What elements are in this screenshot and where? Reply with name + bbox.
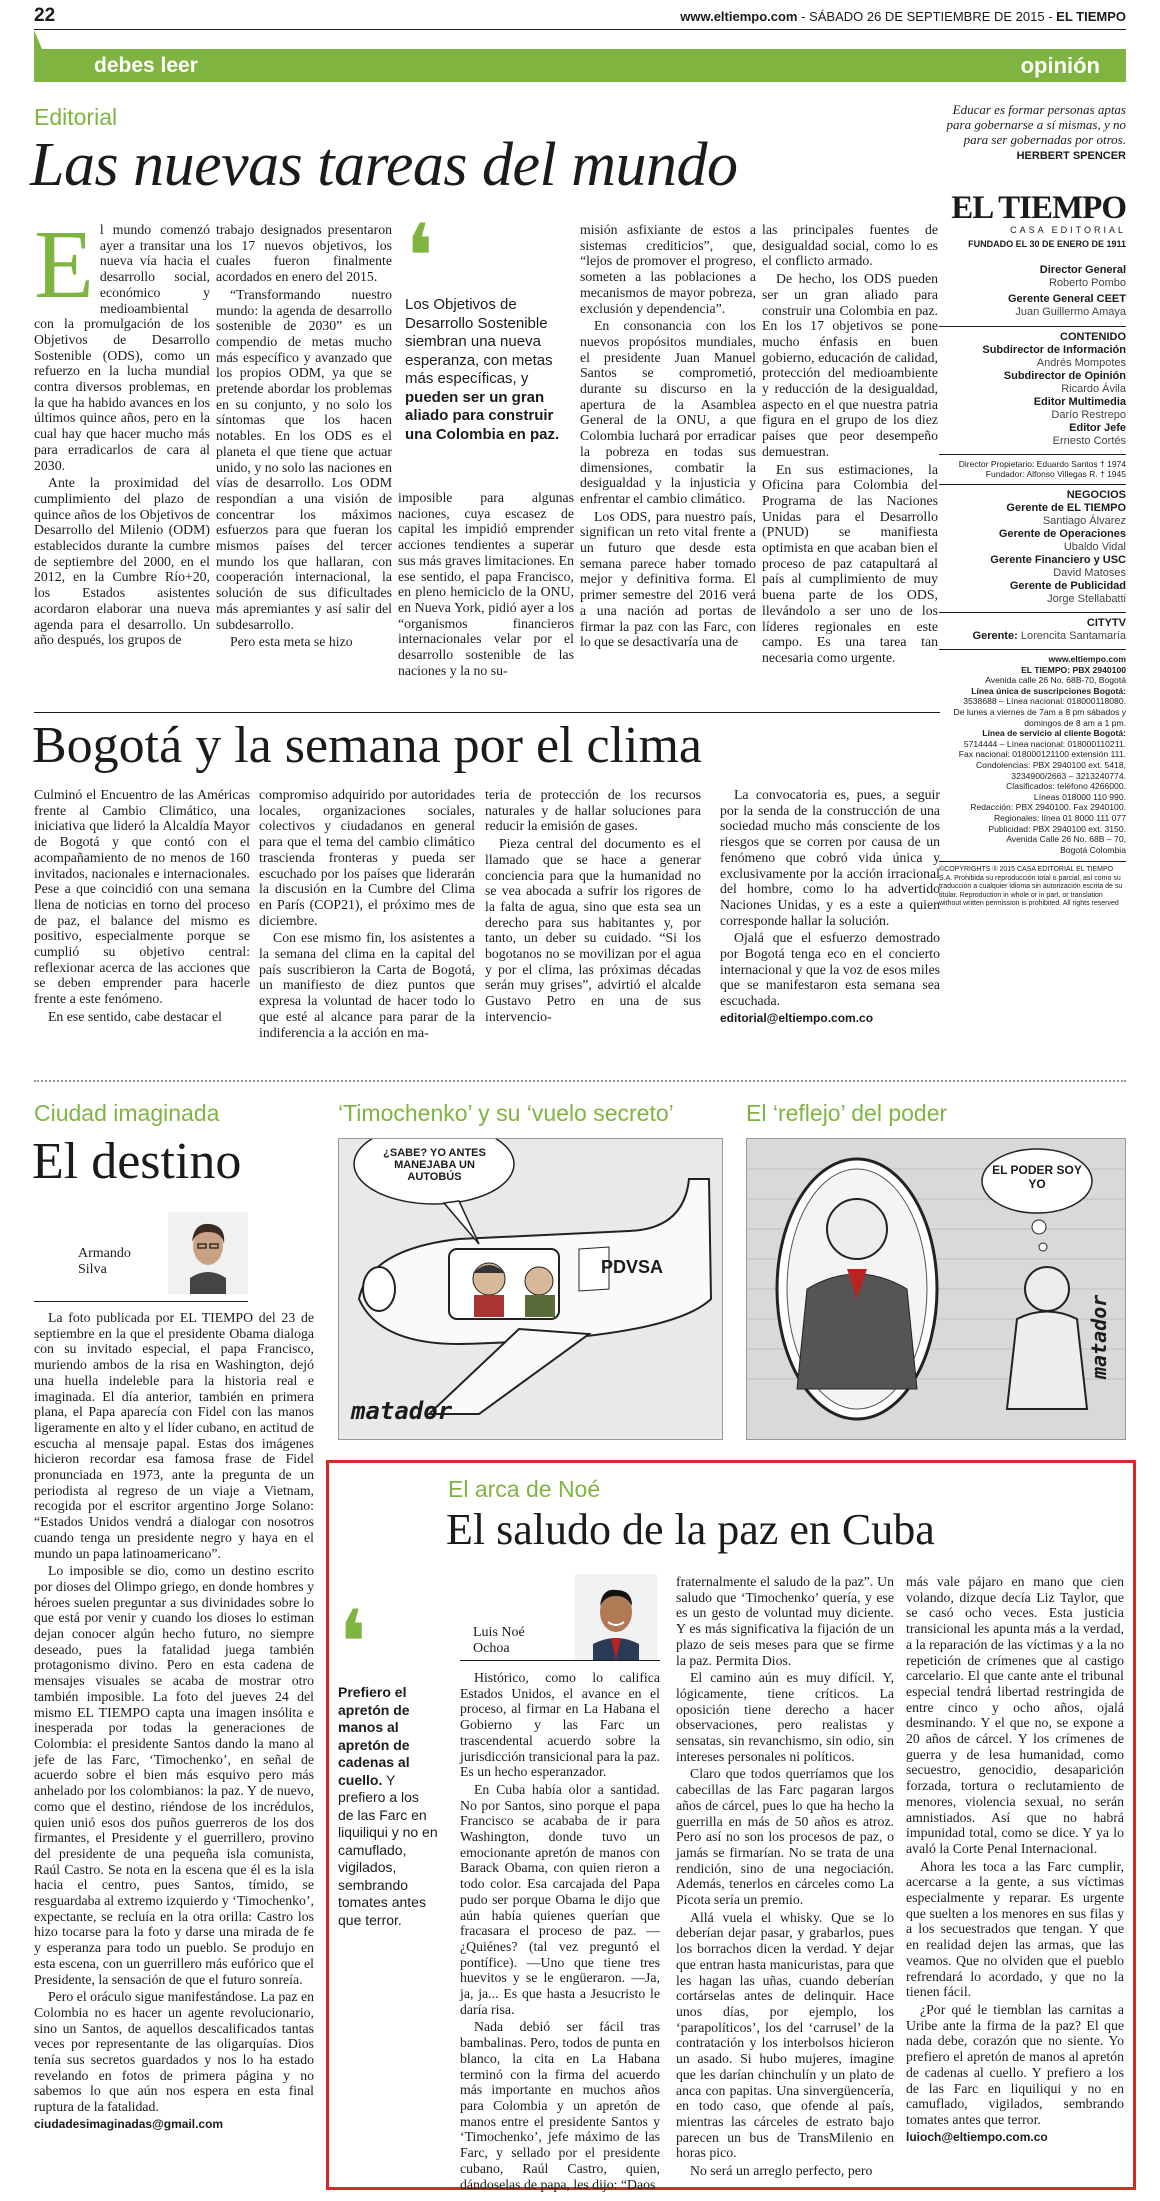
section-opinion[interactable]: opinión xyxy=(1020,53,1100,78)
pullquote-bold: pueden ser un gran aliado para construir una Colombia en paz. xyxy=(405,388,560,443)
negocios-name: David Matoses xyxy=(1053,567,1126,579)
noe-pullquote xyxy=(338,1595,438,1929)
cartoon1-signature: matador xyxy=(351,1397,453,1425)
clima-p: compromiso adquirido por autoridades locales, organizaciones sociales, colectivos y ciudadanos en general para que el tema del cambio climático trascienda fronteras y pueda ser escuchado por los países que liderarán la discusión en la Cumbre del Clima en París (COP21), el próximo mes de diciembre. xyxy=(259,787,475,928)
noe-p: ¿Por qué le tiemblan las carnitas a Uribe ante la firma de la paz? El que nada debe, corazón que no siente. Yo prefiero el apretón de manos al apretón de cadenas al cuello. Y prefiero a los de las Farc en liquiliqui y no en camuflado, vigilados, sembrando tomates antes que terror. xyxy=(906,2001,1124,2127)
noe-quote-mark-icon: ❛ xyxy=(338,1595,368,1694)
noe-author-first: Luis Noé xyxy=(473,1625,525,1640)
editorial-col5 xyxy=(762,222,938,668)
negocios-name: Santiago Álvarez xyxy=(1042,515,1126,527)
contact-line: Avenida Calle 26 No. 68B – 70, xyxy=(1006,834,1126,845)
contact-line: Línea única de suscripciones Bogotá: xyxy=(971,685,1126,696)
noe-pull-bold: Prefiero el apretón de manos al apretón de cadenas al cuello. xyxy=(338,1684,410,1788)
noe-author-avatar xyxy=(575,1574,657,1660)
contact-line: Regionales: línea 01 8000 111 077 xyxy=(993,812,1126,823)
contenido-name: Darío Restrepo xyxy=(1051,409,1126,421)
clima-p: En ese sentido, cabe destacar el xyxy=(48,1008,222,1024)
destino-author-first: Armando xyxy=(78,1246,131,1261)
editorial-p2: Ante la proximidad del cumplimiento del plazo de quince años de los Objetivos de Desarrollo del Milenio (ODM) establecidos durante la cumbre de septiembre del 2000, en el 2012, en la Cumbre Río+20, los Estados asistentes acordaron elaborar una nueva agenda para el desarrollo. Un año después, los grupos de xyxy=(34,475,210,648)
negocios-role: Gerente de EL TIEMPO xyxy=(1006,502,1126,514)
sidebar-masthead xyxy=(939,190,1126,249)
destino-email[interactable]: ciudadesimaginadas@gmail.com xyxy=(34,2116,224,2131)
noe-p: Ahora les toca a las Farc cumplir, acercarse a la gente, a sus víctimas especialmente y reparar. Es urgente que suelten a los menores en sus filas y a los secuestrados que tengan. Y que en realidad dejen las armas, que las veamos. Que no olviden que el pueblo refrendará lo acordado, y que no la tienen fácil. xyxy=(906,1858,1124,2000)
contact-line: Bogotá Colombia xyxy=(1060,844,1126,855)
contact-line: Condolencias: PBX 2940100 ext. 5418, xyxy=(975,759,1126,770)
destino-author-avatar xyxy=(168,1212,248,1294)
noe-email[interactable]: luioch@eltiempo.com.co xyxy=(906,2129,1048,2144)
copyright: ©COPYRIGHTS ® 2015 CASA EDITORIAL EL TIEMPO S.A. Prohibida su reproducción total o parcial, así como su traducción a cualquier idioma sin autorización escrita de su titular. Reproduction in whole or in part, or translation without written permission is prohibited. All rights reserved xyxy=(939,866,1123,908)
section-divider xyxy=(34,1080,1126,1082)
sidebar-staff xyxy=(939,264,1126,909)
clima-p: La convocatoria es, pues, a seguir por la senda de la construcción de una sociedad mucho más consciente de los riesgos que se corren por causa de un fenómeno que cobró vida única y exclusivamente por la acción irracional del hombre, como lo ha advertido Naciones Unidas, y es a este a quien corresponde hallar la solución. xyxy=(720,787,940,928)
clima-col4 xyxy=(720,787,940,1029)
cartoon1-bubble: ¿SABE? YO ANTES MANEJABA UN AUTOBÚS xyxy=(383,1147,486,1183)
destino-p: La foto publicada por EL TIEMPO del 23 de septiembre en la que el presidente Obama dialoga con su invitado especial, el papa Francisco, muriendo ambos de la risa en Washington, dejó una huella indeleble para la historia real e imaginada. El día anterior, también en primera plana, el Papa aparecía con Fidel con las manos ligeramente en alto y el líder cubano, en actitud de escucha al mensaje papal. Estas dos imágenes hicieron recordar esa famosa frase de Fidel pronunciada en 1973, ante la pregunta de un periodista al regreso de un viaje a Vietnam, recogida por el escritor argentino Jorge Solano: “Estados Unidos vendrá a dialogar con nosotros cuando tenga un presidente negro y haya en el mundo un papa latinoamericano”. xyxy=(34,1310,314,1561)
citytv-role: Gerente: xyxy=(972,630,1018,642)
contact-line: domingos de 8 am a 1 pm. xyxy=(1024,717,1126,728)
editorial-col5-p1: las principales fuentes de desigualdad social, como lo es el conflicto armado. xyxy=(762,222,938,269)
destino-rule xyxy=(34,1301,248,1302)
section-debes-leer[interactable]: debes leer xyxy=(94,54,198,77)
contact-line: 3538688 – Línea nacional: 018000118080. xyxy=(963,696,1126,707)
clima-p: Pieza central del documento es el llamado que se hace a generar conciencia para que la humanidad no se vea abocada a sufrir los rigores de la falta de agua, sino que esta sea un derecho para sus habitantes y, por tanto, un deber su cuidado. “Si los bogotanos no se movilizan por el agua y por el clima, las próximas décadas serán muy grises”, advirtió el alcalde Gustavo Petro en una de sus intervencio- xyxy=(485,836,701,1024)
destino-body xyxy=(34,1310,314,2135)
contenido-role: Editor Multimedia xyxy=(1033,396,1126,408)
dropcap: E xyxy=(34,211,94,319)
header-date: SÁBADO 26 DE SEPTIEMBRE DE 2015 xyxy=(809,9,1045,24)
staff-role: Gerente General CEET xyxy=(1008,293,1126,305)
noe-pull-rest: Y prefiero a los de las Farc en liquiliqui y no en camuflado, vigilados, sembrando tomates antes que terror. xyxy=(338,1771,438,1928)
staff-role: Director General xyxy=(1039,264,1126,276)
contact-line: 5714444 – Línea nacional: 018000110211. xyxy=(963,738,1126,749)
cartoon1-drawing xyxy=(339,1139,723,1440)
contact-line: Redacción: PBX 2940100. Fax 2940100. xyxy=(970,802,1126,813)
destino-author-photo xyxy=(168,1212,248,1294)
pullquote-text: Los Objetivos de Desarrollo Sostenible siembran una nueva esperanza, con metas más específicas, y xyxy=(405,296,553,387)
destino-author-last: Silva xyxy=(78,1262,107,1277)
editorial-headline: Las nuevas tareas del mundo xyxy=(30,131,738,199)
cartoon1-title: ‘Timochenko’ y su ‘vuelo secreto’ xyxy=(338,1100,674,1126)
contenido-title: CONTENIDO xyxy=(1060,331,1126,343)
destino-p: Lo imposible se dio, como un destino escrito por dioses del Olimpo griego, en donde hombres y héroes suelen preguntar a sus divinidades sobre lo que está por venir y cuando los dioses lo estiman dejan conocer algún hecho futuro, no siempre deseado, pues la fatalidad juega también protagonismo divino. Pero en esta cadena de mensajes visuales se acaba de mostrar otro también imposible. La foto del jueves 24 del mismo EL TIEMPO capta una imagen insólita e inesperada por todas la generaciones de Colombia: el presidente Santos dando la mano al jefe de las Farc, ‘Timochenko’, en señal de acuerdo sobre el bien más esquivo pero más anhelado por los colombianos: la paz. Y de nuevo, como que el destino, riéndose de los incrédulos, quien unió esos dos puños guerreros de los dos firmantes, el Presidente y el guerrillero, provino del presidente de una pequeña isla comunista, Raúl Castro. Se nota en la escena que él es la isla hacia el centro, pues Santos, tímido, se resguardaba al extremo izquierdo y ‘Timochenko’, expectante, se recluía en la otra orilla: Castro los hizo tocarse para la foto y darse una mirada de fe y esperanza para todo un pueblo. Se produjo en esta escena, con un guerrillero más eufórico que el Presidente, la sensación de que el futuro sonreía. xyxy=(34,1563,314,1987)
negocios-name: Ubaldo Vidal xyxy=(1063,541,1126,553)
contenido-name: Ernesto Cortés xyxy=(1052,435,1126,447)
noe-p: más vale pájaro en mano que cien volando, dizque decía Liz Taylor, que se casó ocho veces. Esta justicia transicional les apunta más a la verdad, a la reparación de las víctimas y a la no repetición de crímenes que al castigo carcelario. El que cante ante el tribunal especial tendrá libertad restringida de entre cinco y ocho años, ojalá desminando. Y el que no, se expone a 20 años de cárcel. Y los crímenes de guerra y de lesa humanidad, como secuestro, genocidio, desaparición forzada, tortura o reclutamiento de menores, violencia sexual, no serán amnistiados. Así que no habrá impunidad total, como se dice. Y ya lo avaló la Corte Penal Internacional. xyxy=(906,1574,1124,1856)
clima-email[interactable]: editorial@eltiempo.com.co xyxy=(720,1010,874,1025)
clima-col3 xyxy=(485,787,701,1027)
clima-p: Con ese mismo fin, los asistentes a la semana del clima en la capital del país suscribieron la Carta de Bogotá, un manifiesto de diez puntos que expresa la voluntad de hacer todo lo que esté al alcance para parar de la indiferencia a la acción en ma- xyxy=(259,930,475,1040)
clima-rule xyxy=(34,712,940,713)
staff-name: Roberto Pombo xyxy=(1048,277,1126,289)
clima-headline: Bogotá y la semana por el clima xyxy=(32,717,703,774)
destino-kicker: Ciudad imaginada xyxy=(34,1100,220,1126)
contenido-name: Ricardo Ávila xyxy=(1061,383,1126,395)
editorial-col5-p3: En sus estimaciones, la Oficina para Colombia del Programa de las Naciones Unidas para el Desarrollo (PNUD) se manifiesta optimista en que acaban bien el proceso de paz catapultará al país al cumplimiento de muy buena parte de los ODS, llevándolo a ser uno de los líderes regionales en este campo. Es una tarea tan necesaria como urgente. xyxy=(762,461,938,665)
noe-col1 xyxy=(460,1670,660,2194)
editorial-p1: l mundo comenzó ayer a transitar una nueva vía hacia el desarrollo social, económico y medioambiental con la promulgación de los Objetivos de Desarrollo Sostenible (ODS), como un refuerzo en la lucha mundial contra diversos problemas, en la que ha habido avances en los últimos quince años, pero en la cual hay que hacer mucho más para erradicarlos de cara al 2030. xyxy=(34,222,210,473)
editorial-col3-p1: imposible para algunas naciones, cuya escasez de capital les impidió emprender acciones tendientes a superar sus más graves limitaciones. En ese sentido, el papa Francisco, en pleno hemiciclo de la ONU, en Nueva York, pidió ayer a los “organismos financieros internacionales velar por el desarrollo sostenible de las naciones y la no su- xyxy=(398,490,574,678)
destino-headline: El destino xyxy=(32,1133,242,1190)
cartoon2-signature: matador xyxy=(1087,1294,1111,1379)
clima-col1 xyxy=(34,787,250,1027)
clima-p: Culminó el Encuentro de las Américas frente al Cambio Climático, una iniciativa que lideró la Alcaldía Mayor de Bogotá y que contó con el acompañamiento de no menos de 160 invitados, nacionales e internacionales. Pese a que coincidió con una semana llena de noticias en torno del proceso de paz, el balance del mismo es positivo, especialmente porque se cumplió su objetivo central: reflexionar acerca de las acciones que se deben emprender para hacerle frente a este fenómeno. xyxy=(34,787,250,1007)
contact-line: 3234900/2663 – 3213240774. xyxy=(1011,770,1126,781)
editorial-pullquote xyxy=(405,209,575,444)
noe-author-photo xyxy=(575,1574,657,1660)
sidebar-quote xyxy=(939,102,1126,164)
quote-mark-icon: ❛ xyxy=(405,209,435,308)
destino-author xyxy=(78,1246,131,1278)
negocios-role: Gerente Financiero y USC xyxy=(990,554,1126,566)
noe-p: El camino aún es muy difícil. Y, lógicamente, tiene críticos. La oposición tiene derecho a hacer observaciones, pero realistas y sensatas, sin revanchismo, sin odio, sin intereses personales ni políticos. xyxy=(676,1670,894,1764)
masthead-casa: CASA EDITORIAL xyxy=(1010,225,1126,235)
noe-p: En Cuba había olor a santidad. No por Santos, sino porque el papa Francisco se acababa de ir para Washington, donde tuvo un emocionante apretón de manos con Barack Obama, con quien rieron a todo color. Esa carcajada del Papa pudo ser porque Obama le dijo que aún había quienes querían que fracasara el proceso de paz. —¿Quiénes? (tal vez preguntó el pontífice). —Uno que tiene tres huevitos y se le engüeraron. —Ja, ja, ja... Es que hasta a Jesucristo le daría risa. xyxy=(460,1781,660,2017)
noe-p: No será un arreglo perfecto, pero xyxy=(690,2163,873,2179)
noe-p: Claro que todos querríamos que los cabecillas de las Farc pagaran largos años de cárcel, pues lo que ha hecho la guerrilla en más de 50 años es atroz. Pero así no son los procesos de paz, o jamás se firmarían. No se trata de una rendición, sino de una negociación. Además, tenerlos en cárceles como La Picota sería un premio. xyxy=(676,1766,894,1908)
editorial-col2-p3: Pero esta meta se hizo xyxy=(230,634,353,650)
noe-author-last: Ochoa xyxy=(473,1641,510,1656)
noe-p: fraternalmente el saludo de la paz”. Un saludo que ‘Timochenko’ quería, y ese es un gesto de voluntad muy diciente. Y es más significativa la fijación de un plazo de seis meses para que se firme la paz. Permita Dios. xyxy=(676,1574,894,1668)
editorial-col3 xyxy=(398,490,574,680)
contact-line: Clasificados: teléfono 4266000. xyxy=(1006,781,1126,792)
masthead-founded: FUNDADO EL 30 DE ENERO DE 1911 xyxy=(968,239,1126,249)
staff-name: Juan Guillermo Amaya xyxy=(1015,306,1126,318)
contact-line: Publicidad: PBX 2940100 ext. 3150. xyxy=(988,823,1126,834)
sidebar-quote-author: HERBERT SPENCER xyxy=(1016,150,1126,162)
masthead-logo: EL TIEMPO xyxy=(951,190,1126,226)
contact-line: Líneas 018000 110 990. xyxy=(1033,791,1126,802)
contact-line: Fax nacional: 018000121100 extensión 111. xyxy=(958,749,1126,760)
header-rule xyxy=(34,29,1126,30)
editorial-col2-p1: trabajo designados presentaron los 17 nuevos objetivos, los cuales fueron finalmente acordados en enero del 2015. xyxy=(216,222,392,285)
clima-p: Ojalá que el esfuerzo demostrado por Bogotá tenga eco en el concierto internacional y que la voz de esos miles que se manifestaron esta semana sea escuchada. xyxy=(720,930,940,1009)
citytv-title: CITYTV xyxy=(1086,617,1126,629)
editorial-col2 xyxy=(216,222,392,652)
cartoon1-plane-label: PDVSA xyxy=(601,1257,664,1277)
editorial-col4 xyxy=(580,222,756,652)
clima-col2 xyxy=(259,787,475,1042)
editorial-col5-p2: De hecho, los ODS pueden ser un gran aliado para construir una Colombia en paz. En los 17 objetivos se pone mucho énfasis en buen gobierno, educación de calidad, protección del medioambiente y reducción de la desigualdad, aspecto en el que nuestra patria figura en el grupo de los diez países que peor desempeño demuestran. xyxy=(762,271,938,459)
editorial-col2-p2: “Transformando nuestro mundo: la agenda de desarrollo sostenible de 2030” es un compendio de metas mucho más específico y avanzado que los propios ODM, ya que se pretende abordar los problemas en su conjunto, y no solo los síntomas que los hacen notables. En los ODS es el planeta el que tiene que actuar unido, y no solo las naciones en vías de desarrollo. Los ODM respondían a una visión de concentrar los máximos esfuerzos para que fueran los mismos países del tercer mundo los que hallaran, con cooperación internacional, la solución de sus dificultades más apremiantes y así salir del subdesarrollo. xyxy=(216,286,392,632)
header-site[interactable]: www.eltiempo.com xyxy=(680,9,798,24)
header-info: www.eltiempo.com - SÁBADO 26 DE SEPTIEMBRE DE 2015 - EL TIEMPO xyxy=(680,9,1126,24)
clima-p: teria de protección de los recursos naturales y de hallar soluciones para reducir la emisión de gases. xyxy=(485,787,701,834)
noe-rule xyxy=(460,1660,660,1661)
contenido-role: Editor Jefe xyxy=(1069,422,1126,434)
owner-line: Director Propietario: Eduardo Santos † 1974 xyxy=(958,459,1126,469)
noe-kicker: El arca de Noé xyxy=(448,1476,601,1502)
editorial-col1 xyxy=(34,211,210,650)
section-bar xyxy=(34,49,1126,82)
contact-line[interactable]: www.eltiempo.com xyxy=(1048,654,1126,664)
editorial-col4-p3: Los ODS, para nuestro país, significan un reto vital frente a un futuro que desde esta semana parece haber tomado mejor y definitiva forma. El primer semestre del 2016 verá a una nación ad portas de firmar la paz con las Farc, con lo que se desactivaría una de xyxy=(580,508,756,650)
contact-block xyxy=(939,654,1126,855)
cartoon2-bubble: EL PODER SOY YO xyxy=(992,1163,1082,1191)
contenido-role: Subdirector de Información xyxy=(982,344,1126,356)
contact-line: Línea de servicio al cliente Bogotá: xyxy=(982,728,1126,739)
negocios-title: NEGOCIOS xyxy=(1066,489,1126,501)
contenido-name: Andrés Mompotes xyxy=(1036,357,1126,369)
contact-line: De lunes a viernes de 7am a 8 pm sábados y xyxy=(953,706,1126,717)
noe-p: Nada debió ser fácil tras bambalinas. Pero, todos de punta en blanco, la cita en La Habana terminó con la firma del acuerdo más importante en muchos años para Colombia y un apretón de manos entre el presidente Santos y ‘Timochenko’, jefe máximo de las Farc, y sellado por el presidente cubano, Raúl Castro, quien, dándoselas de papa, les dijo: “Daos xyxy=(460,2019,660,2192)
header-paper: EL TIEMPO xyxy=(1056,9,1126,24)
noe-col3 xyxy=(906,1574,1124,2147)
cartoon2-panel xyxy=(746,1138,1126,1440)
contenido-role: Subdirector de Opinión xyxy=(1003,370,1126,382)
page-number: 22 xyxy=(34,5,56,26)
citytv-name: Lorencita Santamaría xyxy=(1020,630,1126,642)
cartoon1-panel xyxy=(338,1138,723,1440)
founder-line: Fundador: Alfonso Villegas R. † 1945 xyxy=(985,469,1126,479)
noe-author xyxy=(473,1625,525,1657)
editorial-col4-p1: misión asfixiante de estos a sistemas crediticios”, que, “lejos de promover el progreso, someten a las poblaciones a mecanismos de mayor pobreza, exclusión y dependencia”. xyxy=(580,222,756,316)
noe-headline: El saludo de la paz en Cuba xyxy=(446,1505,935,1554)
sidebar-quote-text: Educar es formar personas aptas para gobernarse a sí mismas, y no para ser gobernadas por otros. xyxy=(946,102,1126,147)
contact-line: Avenida calle 26 No. 68B-70, Bogotá xyxy=(985,675,1126,686)
destino-p: Pero el oráculo sigue manifestándose. La paz en Colombia no es hacer un agente revolucionario, sino un Santos, de aquellos descalificados tantas veces por representante de las oligarquías. Dios tenía sus secretos guardados y nos lo ha estado revelando en fotos de primera página y no sabemos lo que aún nos espera en esta final ruptura de la fatalidad. xyxy=(34,1989,314,2115)
noe-p: Allá vuela el whisky. Que se lo deberían dejar pasar, y grabarlos, pues los borrachos dicen la verdad. Y dejar que entran hasta manicuristas, para que les hagan las uñas, cuando deberían cortárselas antes de delinquir. Hace unos días, por ejemplo, los ‘parapolíticos’, los del ‘carrusel’ de la contratación y los interbolsos hicieron un asado. Si hubo mujeres, imagine que les darían chinchulín y un plato de anca con papitas. Una sinvergüencería, en todo caso, que ofende al país, mientras las cárceles de estrato bajo parecen un bus de TransMilenio en horas pico. xyxy=(676,1909,894,2161)
negocios-role: Gerente de Publicidad xyxy=(1009,580,1126,592)
cartoon2-title: El ‘reflejo’ del poder xyxy=(746,1100,948,1126)
negocios-role: Gerente de Operaciones xyxy=(998,528,1126,540)
negocios-name: Jorge Stellabatti xyxy=(1047,593,1126,605)
noe-col2 xyxy=(676,1574,894,2181)
noe-p: Histórico, como lo califica Estados Unidos, el avance en el proceso, al firmar en La Habana el Gobierno y las Farc un trascendental acuerdo sobre la jurisdicción transicional para la paz. Es un hecho esperanzador. xyxy=(460,1670,660,1780)
editorial-kicker: Editorial xyxy=(34,104,118,130)
editorial-col4-p2: En consonancia con los nuevos propósitos mundiales, el presidente Juan Manuel Santos se comprometió, durante su discurso en la apertura de la Asamblea General de la ONU, a que Colombia luchará por erradicar la pobreza en todas sus dimensiones, combatir la desigualdad y la injusticia y enfrentar el cambio climático. xyxy=(580,318,756,506)
contact-line: EL TIEMPO: PBX 2940100 xyxy=(1021,664,1126,675)
